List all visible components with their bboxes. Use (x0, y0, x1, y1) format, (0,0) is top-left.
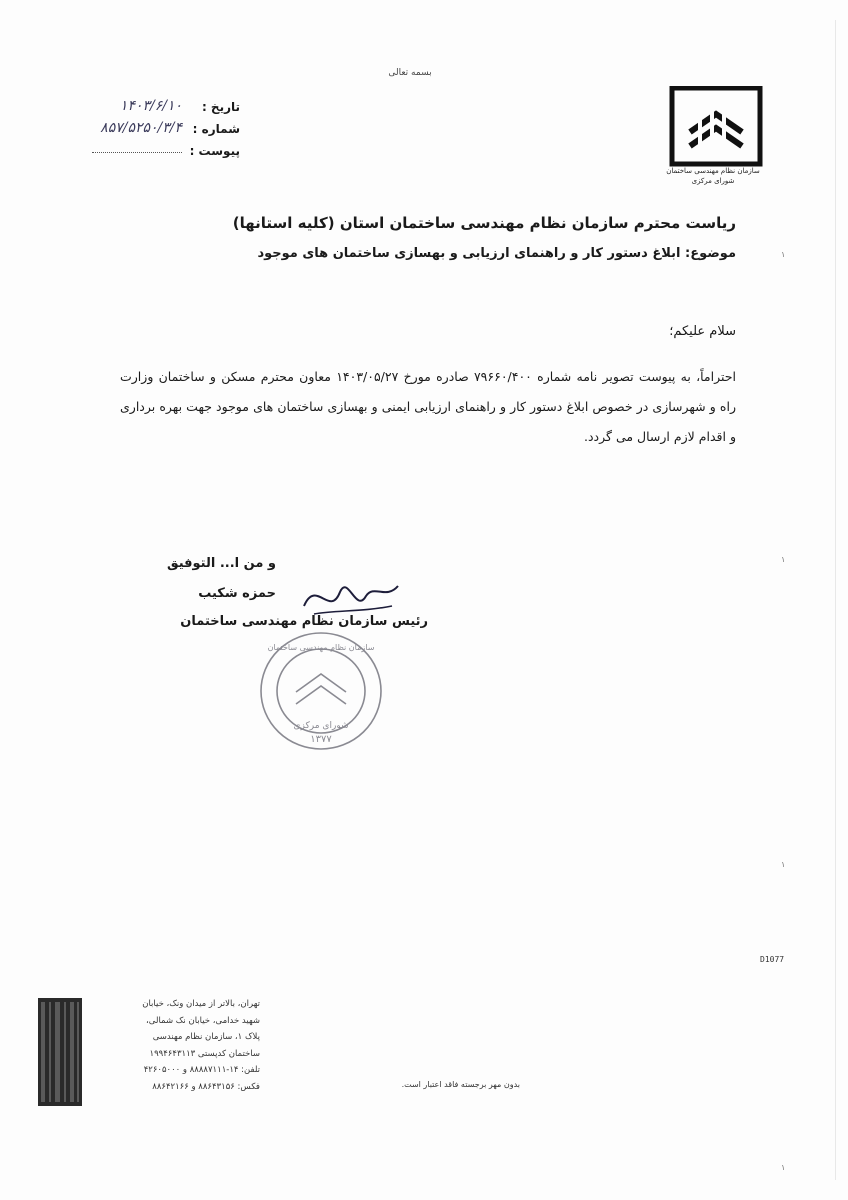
bismillah: بسمه تعالی (388, 68, 432, 78)
date-label: تاریخ : (201, 100, 240, 114)
footer-address (90, 996, 260, 1095)
handwritten-signature (296, 566, 406, 626)
logo-org-unit: شورای مرکزی (691, 177, 735, 185)
number-value: ۸۵۷/۵۲۵۰/۳/۴ (100, 120, 182, 136)
address-line: تلفن: ۱۴-۸۸۸۸۷۱۱۱ و ۴۲۶۰۵۰۰۰ (143, 1065, 260, 1075)
date-row (60, 98, 240, 120)
logo-org-name: سازمان نظام مهندسی ساختمان (666, 167, 760, 175)
seal-unit: شورای مرکزی (293, 721, 349, 731)
seal-year: ۱۳۷۷ (310, 734, 332, 745)
attachment-dots (92, 152, 182, 153)
document-code: D1077 (760, 955, 785, 964)
letter-meta (60, 98, 240, 164)
logo-caption (658, 166, 768, 186)
address-line: تهران، بالاتر از میدان ونک، خیابان (142, 999, 260, 1009)
date-value: ۱۴۰۳/۶/۱۰ (119, 98, 182, 114)
recipient-line: ریاست محترم سازمان نظام مهندسی ساختمان استان (کلیه استانها) (232, 214, 736, 232)
organization-seal (256, 628, 386, 754)
validity-note: بدون مهر برجسته فاقد اعتبار است. (401, 1080, 520, 1089)
address-line: فکس: ۸۸۶۴۳۱۵۶ و ۸۸۶۴۲۱۶۶ (152, 1081, 260, 1092)
address-line: ساختمان کدپستی ۱۹۹۴۶۴۳۱۱۳ (149, 1048, 260, 1059)
subject-label: موضوع: (685, 246, 736, 261)
signer-title: رئیس سازمان نظام مهندسی ساختمان (180, 614, 428, 629)
number-label: شماره : (192, 122, 240, 136)
address-line: شهید خدامی، خیابان نک شمالی، (146, 1015, 260, 1026)
address-line: پلاک ۱، سازمان نظام مهندسی (152, 1032, 260, 1042)
margin-mark: ۱ (781, 1163, 786, 1172)
margin-mark: ۱ (781, 860, 786, 869)
signer-name: حمزه شکیب (198, 586, 276, 601)
greeting: سلام علیکم؛ (669, 324, 736, 339)
page-edge (835, 20, 836, 1180)
subject-text: ابلاغ دستور کار و راهنمای ارزیابی و بهسازی ساختمان های موجود (257, 246, 681, 261)
security-pattern (38, 998, 82, 1106)
attachment-label: پیوست : (189, 144, 240, 158)
closing-phrase: و من ا... التوفیق (166, 556, 276, 571)
seal-ring-text: سازمان نظام مهندسی ساختمان (267, 643, 375, 652)
letter-body: احتراماً، به پیوست تصویر نامه شماره ۷۹۶۶۰/۴۰۰ صادره مورخ ۱۴۰۳/۰۵/۲۷ معاون محترم مسکن و ساختمان وزارت راه و شهرسازی در خصوص ابلاغ دستور کار و راهنمای ارزیابی ایمنی و بهسازی ساختمان های موجود جهت بهره برداری و اقدام لازم ارسال می گردد. (120, 369, 736, 444)
number-row (60, 120, 240, 142)
margin-mark: ۱ (781, 250, 786, 259)
attachment-row (60, 142, 240, 164)
margin-mark: ۱ (781, 555, 786, 564)
subject-line (257, 246, 736, 261)
